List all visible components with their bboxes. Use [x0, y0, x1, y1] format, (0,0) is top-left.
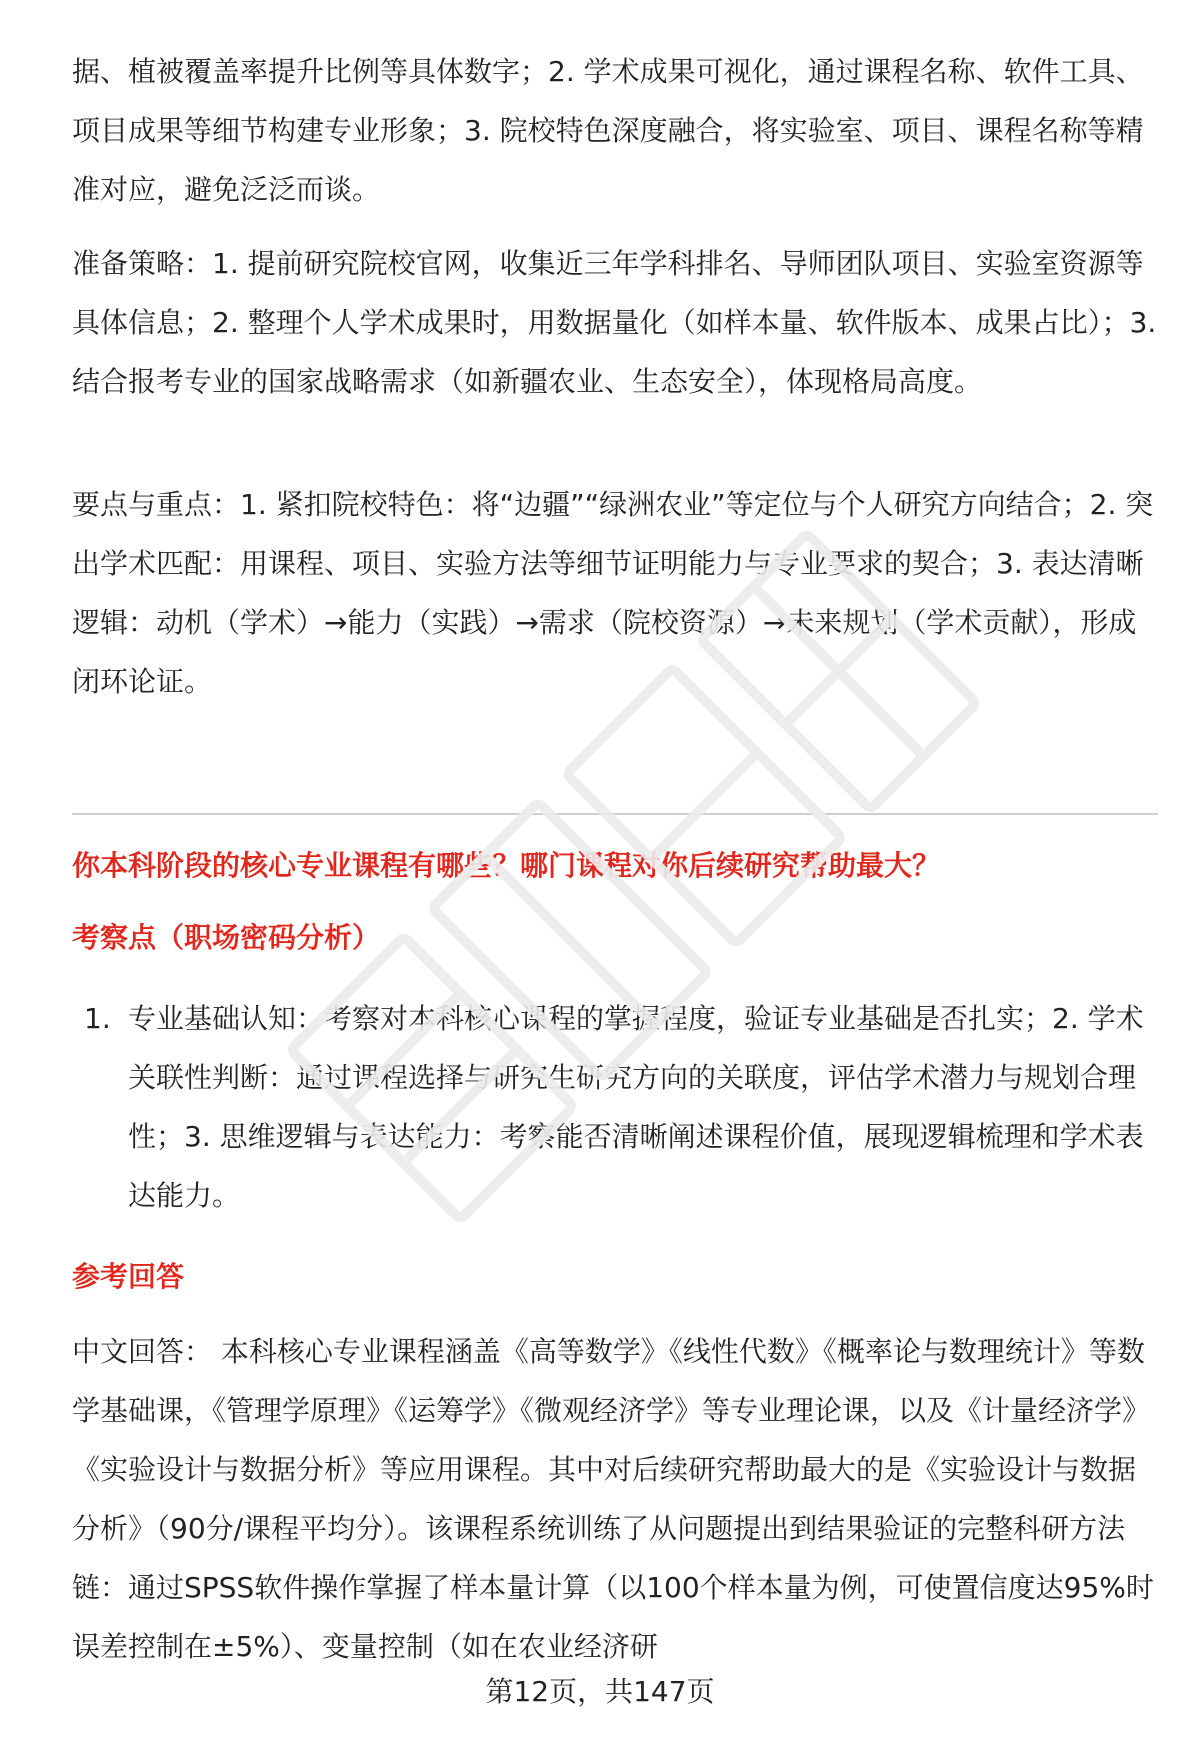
assessment-points-list	[84, 989, 1158, 1225]
reference-answer-text: 中文回答： 本科核心专业课程涵盖《高等数学》《线性代数》《概率论与数理统计》等数学基础课，《管理学原理》《运筹学》《微观经济学》等专业理论课，以及《计量经济学》《实验设计与数据分析》等应用课程。其中对后续研究帮助最大的是《实验设计与数据分析》（90分/课程平均分）。该课程系统训练了从问题提出到结果验证的完整科研方法链：通过SPSS软件操作掌握了样本量计算（以100个样本量为例，可使置信度达95%时误差控制在±5%）、变量控制（如在农业经济研	[72, 1335, 1154, 1663]
paragraph-key-points: 要点与重点：1. 紧扣院校特色：将“边疆”“绿洲农业”等定位与个人研究方向结合；2. 突出学术匹配：用课程、项目、实验方法等细节证明能力与专业要求的契合；3. 表达清晰逻辑：动机（学术）→能力（实践）→需求（院校资源）→未来规划（学术贡献），形成闭环论证。	[72, 488, 1154, 698]
paragraph-preparation-strategy: 准备策略：1. 提前研究院校官网，收集近三年学科排名、导师团队项目、实验室资源等具体信息；2. 整理个人学术成果时，用数据量化（如样本量、软件版本、成果占比）；3. 结合报考专业的国家战略需求（如新疆农业、生态安全），体现格局高度。	[72, 247, 1157, 398]
list-item-number: 1.	[84, 1002, 111, 1035]
assessment-points-heading: 考察点（职场密码分析）	[72, 921, 381, 954]
reference-answer-heading: 参考回答	[72, 1260, 185, 1293]
paragraph-result-tips: 据、植被覆盖率提升比例等具体数字；2. 学术成果可视化，通过课程名称、软件工具、项目成果等细节构建专业形象；3. 院校特色深度融合，将实验室、项目、课程名称等精准对应，避免泛泛而谈。	[72, 55, 1144, 206]
page-number-footer: 第12页，共147页	[485, 1675, 715, 1708]
question-title: 你本科阶段的核心专业课程有哪些？哪门课程对你后续研究帮助最大？	[72, 849, 941, 882]
section-divider	[72, 813, 1158, 815]
list-item-text: 专业基础认知：考察对本科核心课程的掌握程度，验证专业基础是否扎实；2. 学术关联性判断：通过课程选择与研究生研究方向的关联度，评估学术潜力与规划合理性；3. 思维逻辑与表达能力：考察能否清晰阐述课程价值，展现逻辑梳理和学术表达能力。	[128, 1002, 1144, 1212]
